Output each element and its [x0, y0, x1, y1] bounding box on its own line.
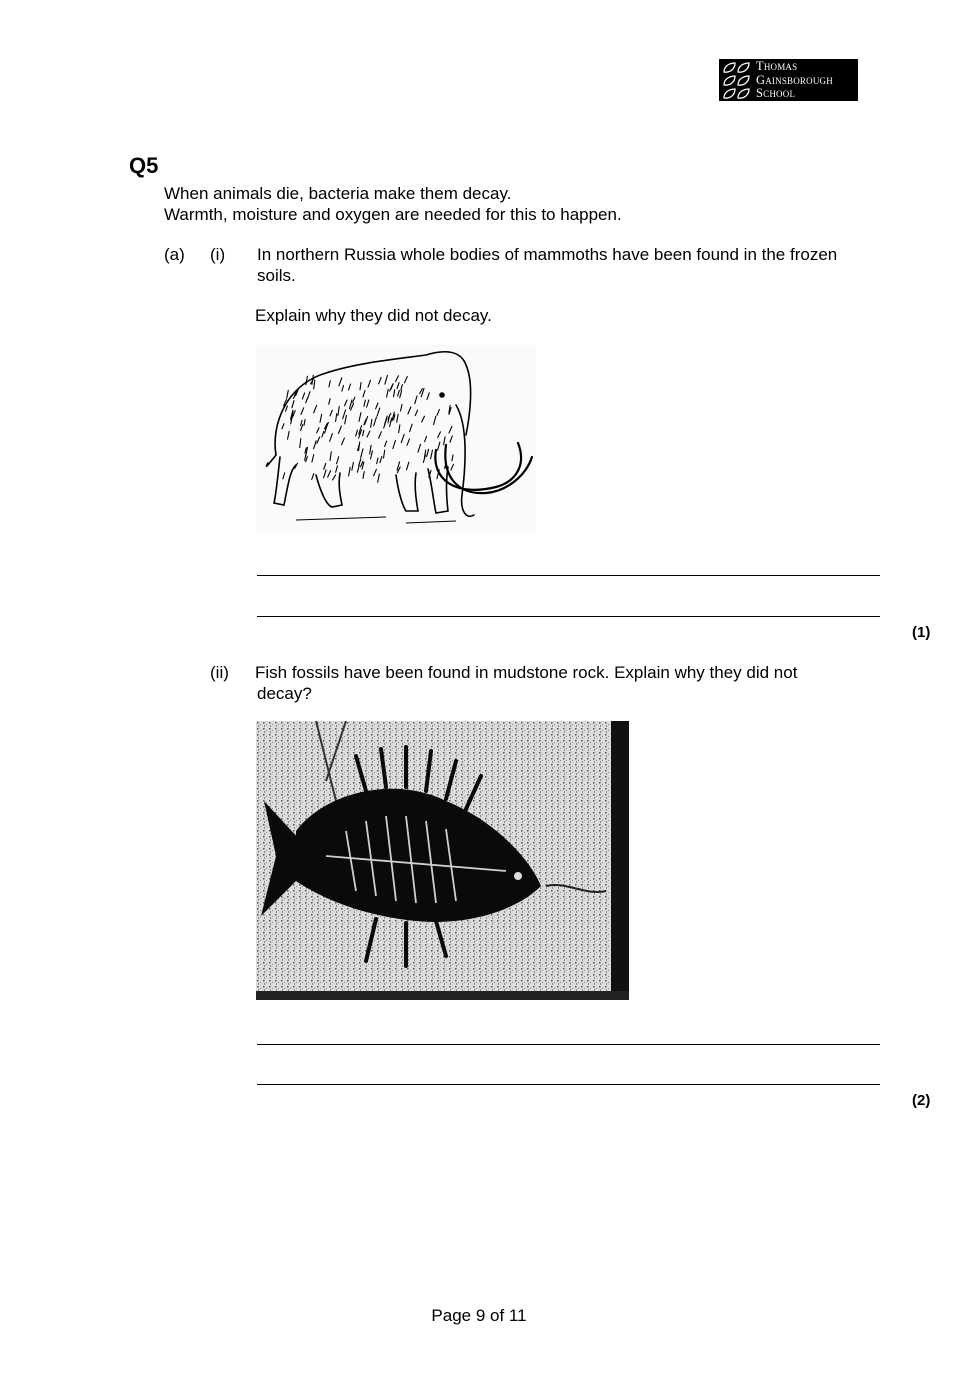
- answer-line[interactable]: [257, 1084, 880, 1085]
- logo-line-3: School: [756, 86, 796, 100]
- sub-ii-text-line-1: Fish fossils have been found in mudstone rock. Explain why they did not: [255, 663, 798, 682]
- marks-ii: (2): [912, 1092, 931, 1109]
- intro-line-2: Warmth, moisture and oxygen are needed for this to happen.: [164, 205, 622, 224]
- marks-i: (1): [912, 624, 931, 641]
- page-number: Page 9 of 11: [431, 1306, 527, 1325]
- sub-i-label: (i): [210, 245, 226, 264]
- intro-line-1: When animals die, bacteria make them decay.: [164, 184, 512, 203]
- leaf-emblem-icon: [721, 61, 755, 99]
- logo-line-2: Gainsborough: [756, 72, 833, 87]
- answer-line[interactable]: [257, 575, 880, 576]
- mammoth-drawing-icon: [256, 345, 536, 533]
- logo-line-1: Thomas: [756, 59, 798, 73]
- fish-fossil-photo-icon: [256, 721, 629, 1000]
- sub-ii-text-line-2: decay?: [257, 684, 312, 703]
- answer-line[interactable]: [257, 616, 880, 617]
- sub-ii-label: (ii): [210, 663, 229, 682]
- school-logo: [719, 59, 858, 101]
- sub-i-prompt: Explain why they did not decay.: [255, 306, 492, 325]
- question-number: Q5: [129, 153, 159, 178]
- answer-line[interactable]: [257, 1044, 880, 1045]
- part-a-label: (a): [164, 245, 185, 264]
- sub-i-text-line-2: soils.: [257, 266, 296, 285]
- sub-i-text-line-1: In northern Russia whole bodies of mammoths have been found in the frozen: [257, 245, 838, 264]
